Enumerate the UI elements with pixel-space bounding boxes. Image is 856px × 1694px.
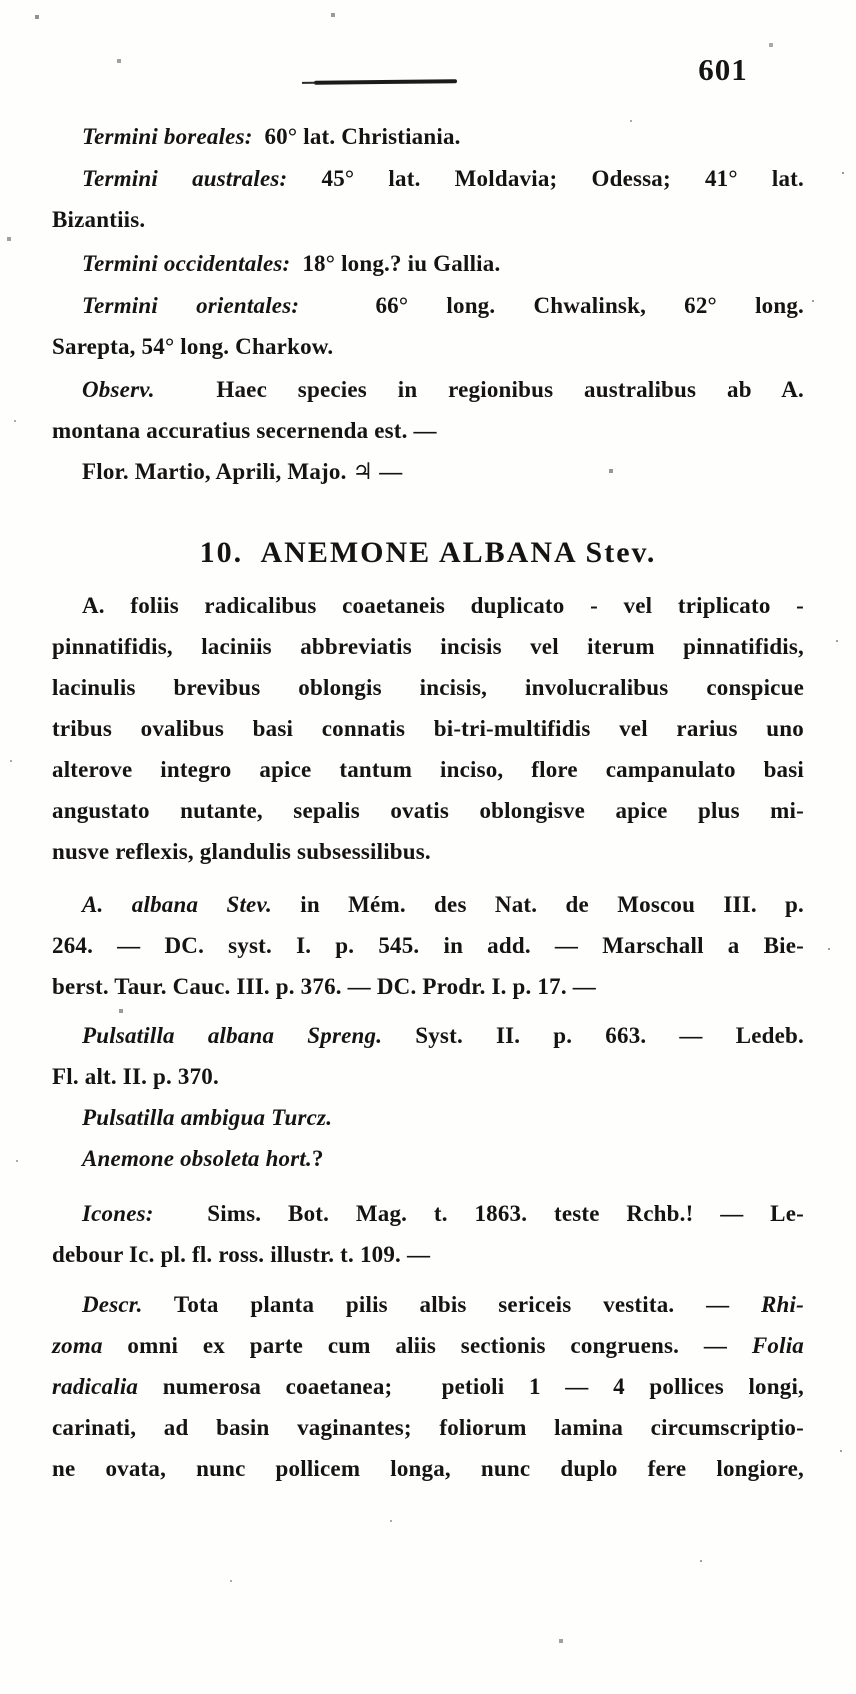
paragraph-diagnosis bbox=[52, 585, 804, 872]
text-line bbox=[52, 1448, 804, 1489]
text-line bbox=[52, 708, 804, 749]
body-text: Tota planta pilis albis sericeis vestita. — bbox=[142, 1292, 762, 1317]
emphasized-text: Pulsatilla ambigua Turcz. bbox=[82, 1105, 333, 1130]
body-text: 18° long.? iu Gallia. bbox=[290, 251, 501, 276]
body-text: 45° lat. Moldavia; Odessa; 41° lat. bbox=[287, 166, 804, 191]
paragraph-flowering-time bbox=[52, 451, 804, 492]
paragraph-termini-australes bbox=[52, 158, 804, 240]
body-text: Sims. Bot. Mag. t. 1863. teste Rchb.! — Le- bbox=[153, 1201, 804, 1226]
body-text: carinati, ad basin vaginantes; foliorum lamina circumscriptio- bbox=[52, 1415, 804, 1440]
emphasized-text: Anemone obsoleta hort. bbox=[82, 1146, 312, 1171]
body-text: alterove integro apice tantum inciso, flore campanulato basi bbox=[52, 757, 804, 782]
body-text: Bizantiis. bbox=[52, 207, 146, 232]
emphasized-text: Observ. bbox=[82, 377, 155, 402]
text-line bbox=[52, 285, 804, 326]
text-line bbox=[52, 1407, 804, 1448]
body-text: Sarepta, 54° long. Charkow. bbox=[52, 334, 334, 359]
body-text: 66° long. Chwalinsk, 62° long. bbox=[299, 293, 804, 318]
body-text: Haec species in regionibus australibus ab A. bbox=[154, 377, 804, 402]
text-line bbox=[52, 667, 804, 708]
emphasized-text: A. albana Stev. bbox=[82, 892, 272, 917]
emphasized-text: Termini boreales: bbox=[82, 124, 253, 149]
text-line bbox=[52, 966, 804, 1007]
text-line bbox=[52, 451, 804, 492]
body-text: 264. — DC. syst. I. p. 545. in add. — Marschall a Bie- bbox=[52, 933, 804, 958]
text-line bbox=[52, 925, 804, 966]
body-text: montana accuratius secernenda est. — bbox=[52, 418, 437, 443]
text-line bbox=[52, 1138, 804, 1179]
text-line bbox=[52, 1366, 804, 1407]
emphasized-text: zoma bbox=[52, 1333, 103, 1358]
text-line bbox=[52, 116, 804, 157]
body-text: in Mém. des Nat. de Moscou III. p. bbox=[271, 892, 804, 917]
body-text: lacinulis brevibus oblongis incisis, involucralibus conspicue bbox=[52, 675, 804, 700]
paragraph-icones bbox=[52, 1193, 804, 1275]
text-line bbox=[52, 1056, 804, 1097]
emphasized-text: Descr. bbox=[82, 1292, 143, 1317]
text-line bbox=[52, 1325, 804, 1366]
text-line bbox=[52, 532, 804, 573]
text-line bbox=[52, 749, 804, 790]
body-text: tribus ovalibus basi connatis bi-tri-multifidis vel rarius uno bbox=[52, 716, 804, 741]
page-number: 601 bbox=[698, 52, 748, 87]
heading-text: 10. ANEMONE ALBANA Stev. bbox=[199, 536, 657, 569]
paragraph-observatio bbox=[52, 369, 804, 451]
scan-noise bbox=[0, 0, 2, 2]
paragraph-synonymy-anemone-obsoleta bbox=[52, 1138, 804, 1179]
text-line bbox=[52, 884, 804, 925]
emphasized-text: Termini australes: bbox=[82, 166, 288, 191]
paragraph-descriptio bbox=[52, 1284, 804, 1489]
text-line bbox=[52, 158, 804, 199]
text-line bbox=[52, 410, 804, 451]
body-text: Syst. II. p. 663. — Ledeb. bbox=[382, 1023, 804, 1048]
text-line bbox=[52, 1284, 804, 1325]
paragraph-termini-occidentales bbox=[52, 243, 804, 284]
body-text: omni ex parte cum aliis sectionis congruens. — bbox=[102, 1333, 752, 1358]
body-text: numerosa coaetanea; petioli 1 — 4 pollices longi, bbox=[138, 1374, 804, 1399]
species-heading bbox=[52, 532, 804, 573]
text-line bbox=[52, 1193, 804, 1234]
body-text: 60° lat. Christiania. bbox=[252, 124, 461, 149]
emphasized-text: Icones: bbox=[82, 1201, 154, 1226]
paragraph-termini-orientales bbox=[52, 285, 804, 367]
text-line bbox=[52, 585, 804, 626]
body-text: ne ovata, nunc pollicem longa, nunc duplo fere longiore, bbox=[52, 1456, 804, 1481]
text-line bbox=[52, 243, 804, 284]
text-line bbox=[52, 626, 804, 667]
body-text: nusve reflexis, glandulis subsessilibus. bbox=[52, 839, 431, 864]
paragraph-termini-boreales bbox=[52, 116, 804, 157]
section-divider-rule bbox=[314, 79, 457, 84]
text-line bbox=[52, 369, 804, 410]
body-text: debour Ic. pl. fl. ross. illustr. t. 109. — bbox=[52, 1242, 431, 1267]
emphasized-text: Rhi- bbox=[761, 1292, 804, 1317]
emphasized-text: radicalia bbox=[52, 1374, 139, 1399]
text-line bbox=[52, 1015, 804, 1056]
emphasized-text: Pulsatilla albana Spreng. bbox=[82, 1023, 383, 1048]
paragraph-synonymy-pulsatilla-ambigua bbox=[52, 1097, 804, 1138]
emphasized-text: Folia bbox=[751, 1333, 804, 1358]
body-text: A. foliis radicalibus coaetaneis duplicato - vel triplicato - bbox=[82, 593, 804, 618]
body-text: pinnatifidis, laciniis abbreviatis incisis vel iterum pinnatifidis, bbox=[52, 634, 804, 659]
paragraph-synonymy-pulsatilla-albana bbox=[52, 1015, 804, 1097]
text-line bbox=[52, 1097, 804, 1138]
paragraph-synonymy-albana bbox=[52, 884, 804, 1007]
text-line bbox=[52, 326, 804, 367]
body-text: Flor. Martio, Aprili, Majo. ♃ — bbox=[82, 459, 403, 484]
body-text: Fl. alt. II. p. 370. bbox=[52, 1064, 219, 1089]
text-line bbox=[52, 831, 804, 872]
emphasized-text: Termini orientales: bbox=[82, 293, 300, 318]
body-text: angustato nutante, sepalis ovatis oblongisve apice plus mi- bbox=[52, 798, 804, 823]
body-text: berst. Taur. Cauc. III. p. 376. — DC. Prodr. I. p. 17. — bbox=[52, 974, 596, 999]
text-line bbox=[52, 790, 804, 831]
body-text: ? bbox=[311, 1146, 324, 1171]
text-line bbox=[52, 199, 804, 240]
emphasized-text: Termini occidentales: bbox=[82, 251, 291, 276]
text-line bbox=[52, 1234, 804, 1275]
